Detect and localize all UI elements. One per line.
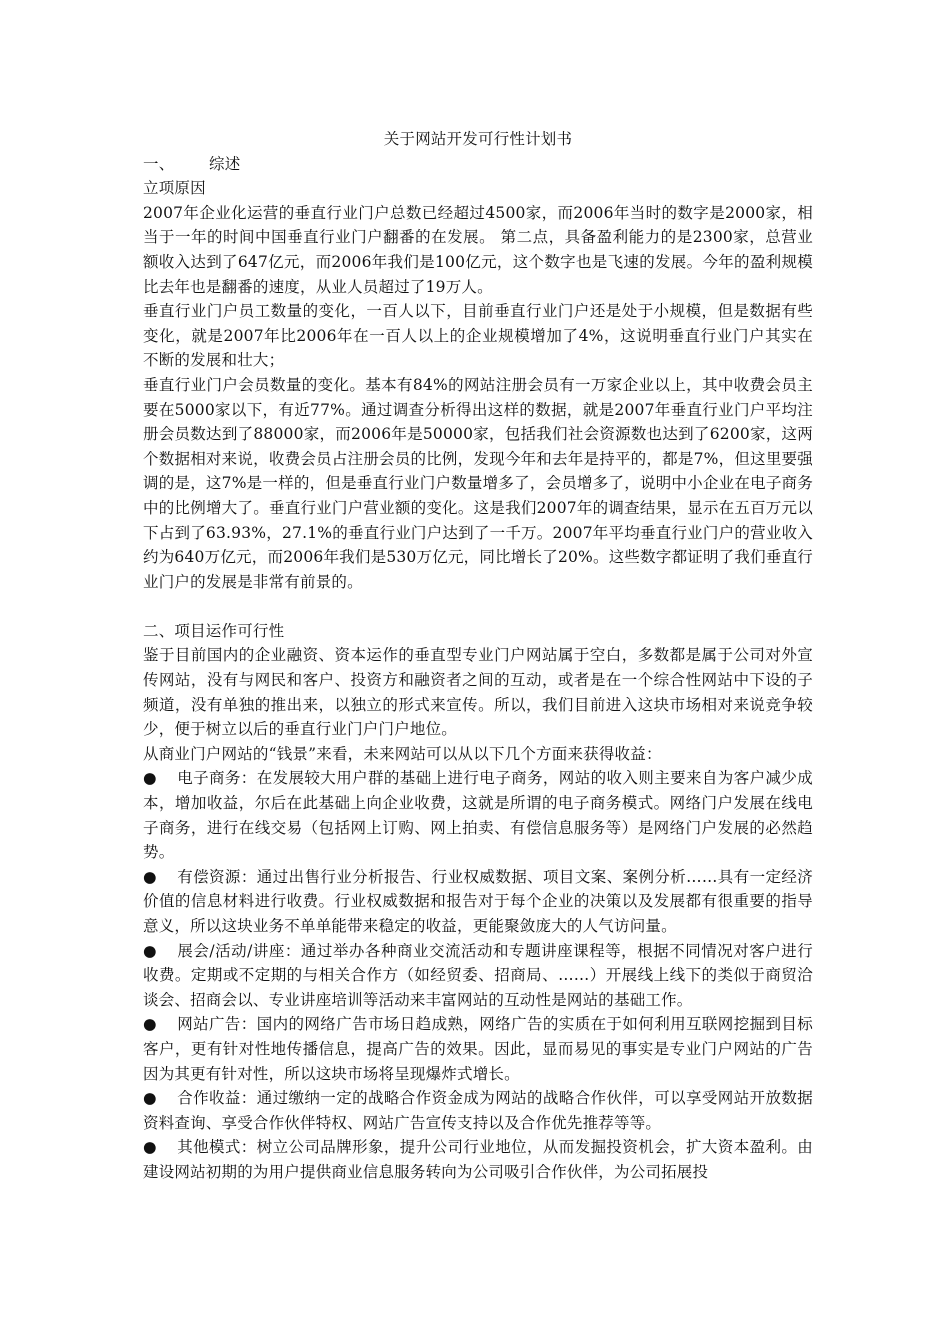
document-title: 关于网站开发可行性计划书 <box>383 130 573 148</box>
bullet-text: 合作收益：通过缴纳一定的战略合作资金成为网站的战略合作伙伴，可以享受网站开放数据资料查询、享受合作伙伴特权、网站广告宣传支持以及合作优先推荐等等。 <box>143 1089 813 1132</box>
section-2-heading: 二、项目运作可行性 <box>143 621 285 640</box>
bullet-text: 有偿资源：通过出售行业分析报告、行业权威数据、项目文案、案例分析……具有一定经济价值的信息材料进行收费。行业权威数据和报告对于每个企业的决策以及发展都有很重要的指导意义，所以这块业务不单单能带来稳定的收益，更能聚敛庞大的人气访问量。 <box>143 867 813 935</box>
bullet-icon: ● <box>143 867 157 886</box>
section-1-number: 一、 <box>143 154 175 173</box>
document-page <box>143 127 813 1185</box>
bullet-item <box>143 766 813 864</box>
section-1-title: 综述 <box>209 154 241 173</box>
bullet-item <box>143 939 813 1013</box>
paragraph: 鉴于目前国内的企业融资、资本运作的垂直型专业门户网站属于空白，多数都是属于公司对外宣传网站，没有与网民和客户、投资方和融资者之间的互动，或者是在一个综合性网站中下设的子频道，没有单独的推出来，以独立的形式来宣传。所以，我们目前进入这块市场相对来说竞争较少，便于树立以后的垂直行业门户门户地位。 <box>143 646 813 739</box>
bullet-text: 网站广告：国内的网络广告市场日趋成熟，网络广告的实质在于如何利用互联网挖掘到目标客户，更有针对性地传播信息，提高广告的效果。因此，显而易见的事实是专业门户网站的广告因为其更有针对性，所以这块市场将呈现爆炸式增长。 <box>143 1015 813 1083</box>
section-1-subheading: 立项原因 <box>143 179 206 198</box>
bullet-text: 展会/活动/讲座：通过举办各种商业交流活动和专题讲座课程等，根据不同情况对客户进行收费。定期或不定期的与相关合作方（如经贸委、招商局、……）开展线上线下的类似于商贸洽谈会、招商会以、专业讲座培训等活动来丰富网站的互动性是网站的基础工作。 <box>143 941 813 1009</box>
paragraph: 垂直行业门户会员数量的变化。基本有84%的网站注册会员有一万家企业以上，其中收费会员主要在5000家以下，有近77%。通过调查分析得出这样的数据，就是2007年垂直行业门户平均注册会员数达到了88000家，而2006年是50000家，包括我们社会资源数也达到了6200家，这两个数据相对来说，收费会员占注册会员的比例，发现今年和去年是持平的，都是7%，但这里要强调的是，这7%是一样的，但是垂直行业门户数量增多了，会员增多了，说明中小企业在电子商务中的比例增大了。垂直行业门户营业额的变化。这是我们2007年的调查结果，显示在五百万元以下占到了63.93%，27.1%的垂直行业门户达到了一千万。2007年平均垂直行业门户的营业收入约为640万亿元，而2006年我们是530万亿元，同比增长了20%。这些数字都证明了我们垂直行业门户的发展是非常有前景的。 <box>143 375 813 591</box>
bullet-item <box>143 1086 813 1135</box>
paragraph: 从商业门户网站的“钱景”来看，未来网站可以从以下几个方面来获得收益： <box>143 744 662 763</box>
bullet-text: 其他模式：树立公司品牌形象，提升公司行业地位，从而发掘投资机会，扩大资本盈利。由建设网站初期的为用户提供商业信息服务转向为公司吸引合作伙伴，为公司拓展投 <box>143 1138 813 1181</box>
bullet-icon: ● <box>143 941 157 960</box>
bullet-text: 电子商务：在发展较大用户群的基础上进行电子商务，网站的收入则主要来自为客户减少成本，增加收益，尔后在此基础上向企业收费，这就是所谓的电子商务模式。网络门户发展在线电子商务，进行在线交易（包括网上订购、网上拍卖、有偿信息服务等）是网络门户发展的必然趋势。 <box>143 769 813 862</box>
blank-line <box>143 594 813 619</box>
bullet-icon: ● <box>143 1089 157 1108</box>
bullet-icon: ● <box>143 1138 157 1157</box>
bullet-icon: ● <box>143 769 157 788</box>
bullet-item <box>143 1012 813 1086</box>
section-1-heading <box>143 152 813 177</box>
paragraph: 垂直行业门户员工数量的变化，一百人以下，目前垂直行业门户还是处于小规模，但是数据有些变化，就是2007年比2006年在一百人以上的企业规模增加了4%，这说明垂直行业门户其实在不断的发展和壮大； <box>143 302 813 370</box>
bullet-item <box>143 865 813 939</box>
bullet-icon: ● <box>143 1015 157 1034</box>
paragraph: 2007年企业化运营的垂直行业门户总数已经超过4500家，而2006年当时的数字是2000家，相当于一年的时间中国垂直行业门户翻番的在发展。 第二点，具备盈利能力的是2300家，总营业额收入达到了647亿元，而2006年我们是100亿元，这个数字也是飞速的发展。今年的盈利规模比去年也是翻番的速度，从业人员超过了19万人。 <box>143 203 813 296</box>
bullet-item <box>143 1135 813 1184</box>
